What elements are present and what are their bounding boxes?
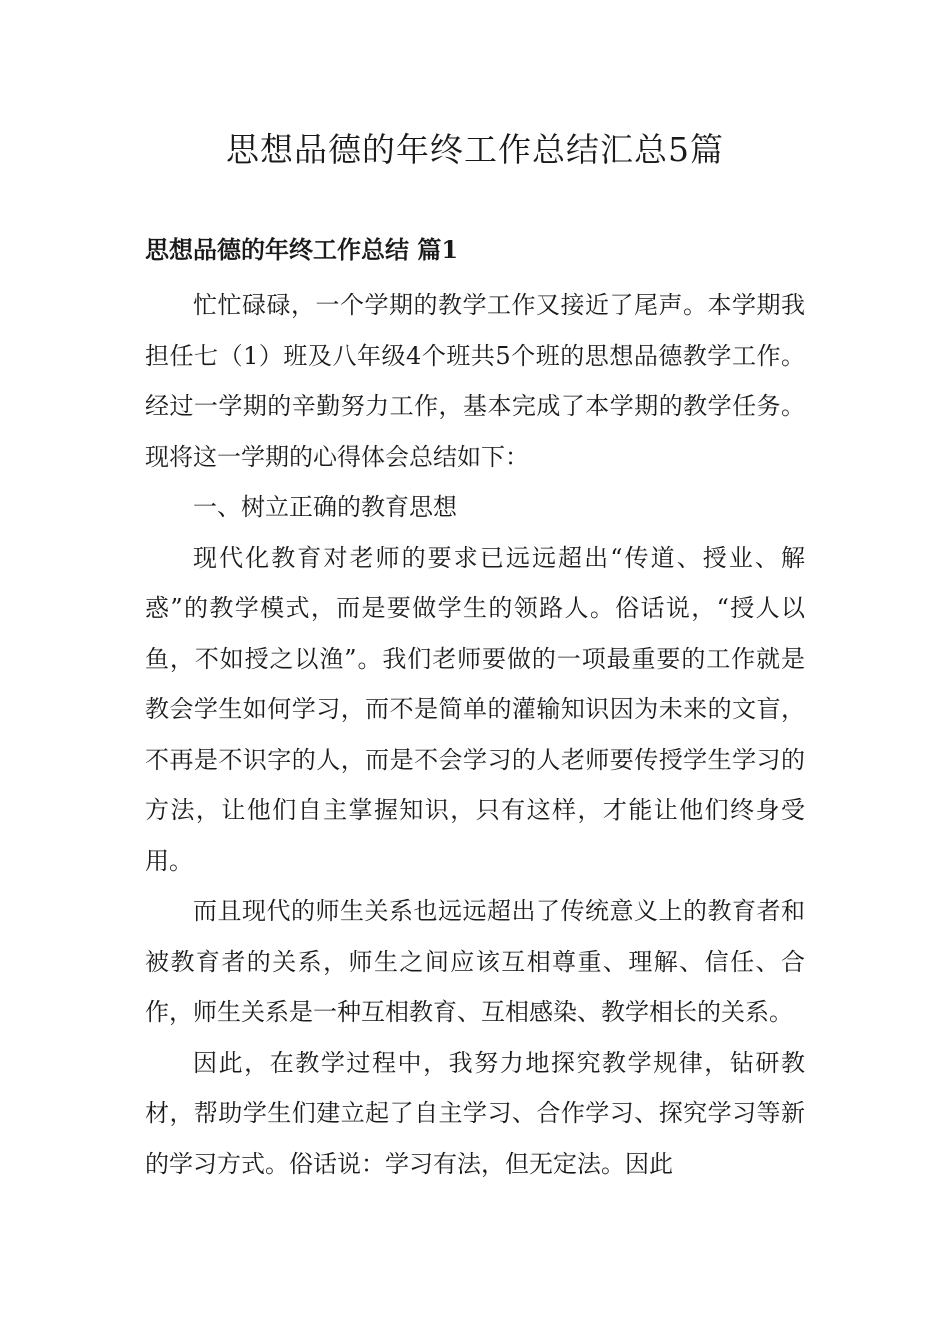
- paragraph: 忙忙碌碌，一个学期的教学工作又接近了尾声。本学期我担任七（1）班及八年级4个班共5个班的思想品德教学工作。经过一学期的辛勤努力工作，基本完成了本学期的教学任务。现将这一学期的心得体会总结如下：: [145, 291, 805, 471]
- subsection-heading: 一、树立正确的教育思想: [193, 493, 457, 521]
- paragraph: 因此，在教学过程中，我努力地探究教学规律，钻研教材，帮助学生们建立起了自主学习、合作学习、探究学习等新的学习方式。俗话说：学习有法，但无定法。因此: [145, 1048, 805, 1178]
- document-body: [145, 280, 805, 1189]
- section-heading: 思想品德的年终工作总结 篇1: [145, 235, 459, 264]
- document-title: 思想品德的年终工作总结汇总5篇: [226, 130, 724, 169]
- paragraph: 现代化教育对老师的要求已远远超出“传道、授业、解惑”的教学模式，而是要做学生的领路人。俗话说，“授人以鱼，不如授之以渔”。我们老师要做的一项最重要的工作就是教会学生如何学习，而不是简单的灌输知识因为未来的文盲，不再是不识字的人，而是不会学习的人老师要传授学生学习的方法，让他们自主掌握知识，只有这样，才能让他们终身受用。: [145, 543, 805, 875]
- paragraph: 而且现代的师生关系也远远超出了传统意义上的教育者和被教育者的关系，师生之间应该互相尊重、理解、信任、合作，师生关系是一种互相教育、互相感染、教学相长的关系。: [145, 897, 805, 1026]
